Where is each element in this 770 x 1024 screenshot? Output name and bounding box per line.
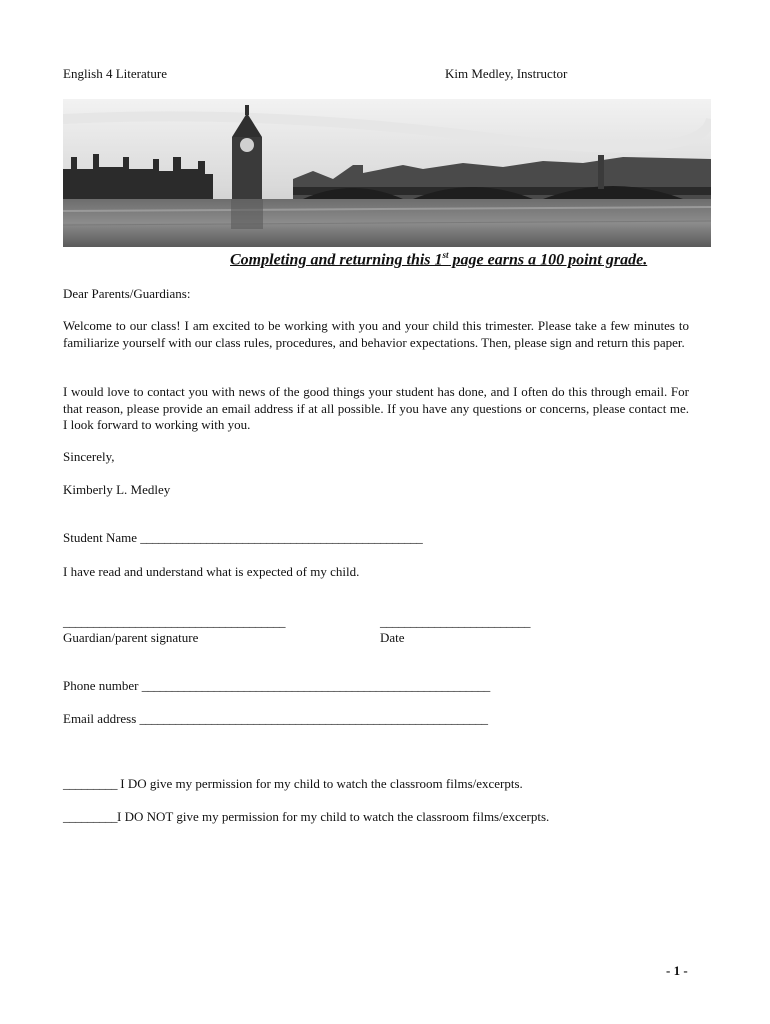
date-line[interactable]: _________________________ [380,614,530,629]
permission-yes-text: I DO give my permission for my child to watch the classroom films/excerpts. [117,776,523,791]
instructor-name: Kim Medley, Instructor [445,66,568,81]
email-field[interactable] [63,711,488,727]
closing: Sincerely, [63,449,115,464]
phone-line[interactable]: __________________________________________________________ [141,678,490,693]
signature-label: Guardian/parent signature [63,630,199,645]
student-name-field[interactable] [63,530,422,546]
headline-text: Completing and returning this 1 [230,251,443,269]
page-number: - 1 - [666,963,688,978]
email-line[interactable]: __________________________________________________________ [139,711,488,726]
salutation: Dear Parents/Guardians: [63,286,191,301]
headline-text-end: page earns a 100 point grade. [448,251,648,269]
headline-superscript: st [442,250,449,260]
paragraph-welcome: Welcome to our class! I am excited to be working with you and your child this trimester. Please take a few minutes to familiarize yourself with our class rules, procedures, and behavior expectations. Then, please sign and return this paper. [63,318,689,350]
permission-no-line[interactable]: _________ [63,809,117,824]
student-name-label: Student Name [63,530,138,545]
banner-image [63,99,711,247]
permission-yes-line[interactable]: _________ [63,776,117,791]
headline [230,250,647,269]
phone-field[interactable] [63,678,490,694]
phone-label: Phone number [63,678,139,693]
course-title: English 4 Literature [63,66,167,81]
signature-line[interactable]: _____________________________________ [63,614,285,629]
permission-no[interactable] [63,809,549,825]
signer-name: Kimberly L. Medley [63,482,171,497]
acknowledgement-text: I have read and understand what is expected of my child. [63,564,360,579]
paragraph-contact: I would love to contact you with news of the good things your student has done, and I often do this through email. For that reason, please provide an email address if at all possible. If you have any questions or concerns, please contact me. I look forward to working with you. [63,384,689,432]
date-label: Date [380,630,405,645]
email-label: Email address [63,711,137,726]
permission-yes[interactable] [63,776,523,792]
permission-no-text: I DO NOT give my permission for my child to watch the classroom films/excerpts. [117,809,550,824]
student-name-line[interactable]: _______________________________________________ [140,530,423,545]
